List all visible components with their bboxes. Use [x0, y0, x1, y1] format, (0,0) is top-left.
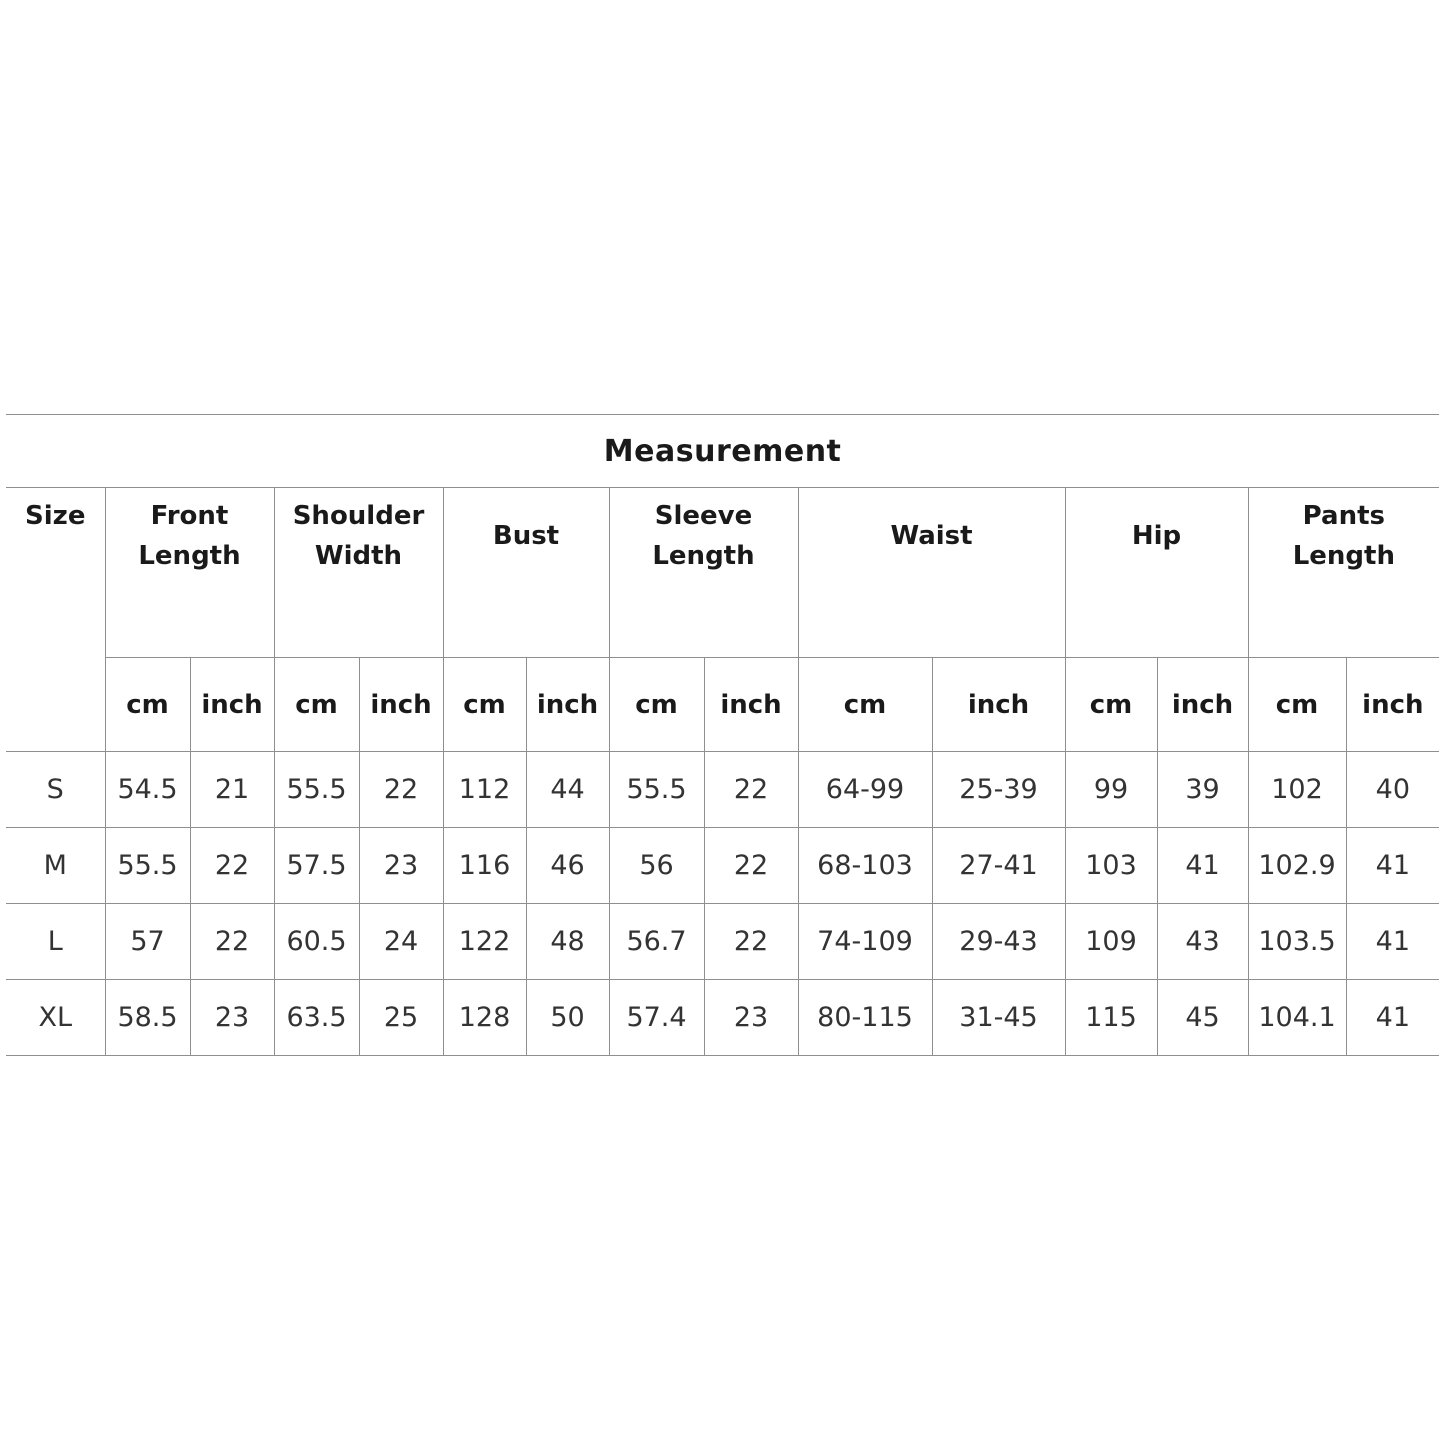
inch-value-cell: 48 — [526, 904, 609, 980]
inch-value-cell: 39 — [1157, 752, 1248, 828]
size-label: XL — [6, 980, 105, 1056]
unit-header-cm: cm — [274, 658, 359, 752]
unit-header-inch: inch — [704, 658, 798, 752]
cm-value-cell: 122 — [443, 904, 526, 980]
cm-value-cell: 68-103 — [798, 828, 932, 904]
inch-value-cell: 22 — [190, 904, 274, 980]
unit-row — [6, 658, 1439, 752]
unit-header-cm: cm — [443, 658, 526, 752]
cm-value-cell: 55.5 — [105, 828, 190, 904]
cm-value-cell: 104.1 — [1248, 980, 1346, 1056]
group-header-waist — [798, 488, 1065, 658]
cm-value-cell: 103 — [1065, 828, 1157, 904]
cm-value-cell: 56 — [609, 828, 704, 904]
inch-value-cell: 22 — [704, 904, 798, 980]
inch-value-cell: 41 — [1346, 828, 1439, 904]
inch-value-cell: 23 — [704, 980, 798, 1056]
unit-header-inch: inch — [932, 658, 1065, 752]
unit-header-cm: cm — [798, 658, 932, 752]
cm-value-cell: 55.5 — [274, 752, 359, 828]
inch-value-cell: 29-43 — [932, 904, 1065, 980]
unit-header-inch: inch — [526, 658, 609, 752]
unit-header-inch: inch — [359, 658, 443, 752]
cm-value-cell: 102 — [1248, 752, 1346, 828]
inch-value-cell: 45 — [1157, 980, 1248, 1056]
inch-value-cell: 41 — [1157, 828, 1248, 904]
unit-header-cm: cm — [1248, 658, 1346, 752]
inch-value-cell: 40 — [1346, 752, 1439, 828]
cm-value-cell: 58.5 — [105, 980, 190, 1056]
table-row — [6, 980, 1439, 1056]
cm-value-cell: 54.5 — [105, 752, 190, 828]
table-row — [6, 904, 1439, 980]
size-chart-table — [6, 414, 1439, 1056]
group-label: Shoulder Width — [292, 501, 425, 571]
group-header-shoulder-width — [274, 488, 443, 658]
title-row — [6, 415, 1439, 488]
inch-value-cell: 41 — [1346, 980, 1439, 1056]
group-label: Waist — [890, 521, 973, 551]
size-rows — [6, 752, 1439, 1056]
cm-value-cell: 102.9 — [1248, 828, 1346, 904]
cm-value-cell: 103.5 — [1248, 904, 1346, 980]
inch-value-cell: 44 — [526, 752, 609, 828]
cm-value-cell: 128 — [443, 980, 526, 1056]
size-label: S — [6, 752, 105, 828]
inch-value-cell: 41 — [1346, 904, 1439, 980]
group-header-bust — [443, 488, 609, 658]
inch-value-cell: 46 — [526, 828, 609, 904]
group-label: Sleeve Length — [652, 501, 755, 571]
unit-header-cm: cm — [1065, 658, 1157, 752]
inch-value-cell: 23 — [190, 980, 274, 1056]
inch-value-cell: 25 — [359, 980, 443, 1056]
group-header-hip — [1065, 488, 1248, 658]
cm-value-cell: 74-109 — [798, 904, 932, 980]
unit-header-cm: cm — [609, 658, 704, 752]
cm-value-cell: 57.5 — [274, 828, 359, 904]
group-header-pants-length — [1248, 488, 1439, 658]
cm-value-cell: 80-115 — [798, 980, 932, 1056]
cm-value-cell: 56.7 — [609, 904, 704, 980]
cm-value-cell: 60.5 — [274, 904, 359, 980]
group-header-front-length — [105, 488, 274, 658]
cm-value-cell: 116 — [443, 828, 526, 904]
group-label: Front Length — [138, 501, 241, 571]
cm-value-cell: 57.4 — [609, 980, 704, 1056]
cm-value-cell: 99 — [1065, 752, 1157, 828]
group-header-sleeve-length — [609, 488, 798, 658]
inch-value-cell: 23 — [359, 828, 443, 904]
inch-value-cell: 22 — [190, 828, 274, 904]
inch-value-cell: 22 — [704, 828, 798, 904]
cm-value-cell: 63.5 — [274, 980, 359, 1056]
cm-value-cell: 55.5 — [609, 752, 704, 828]
inch-value-cell: 31-45 — [932, 980, 1065, 1056]
inch-value-cell: 27-41 — [932, 828, 1065, 904]
group-label: Bust — [492, 521, 560, 551]
inch-value-cell: 43 — [1157, 904, 1248, 980]
inch-value-cell: 22 — [704, 752, 798, 828]
unit-header-inch: inch — [190, 658, 274, 752]
table-row — [6, 828, 1439, 904]
inch-value-cell: 50 — [526, 980, 609, 1056]
unit-header-inch: inch — [1346, 658, 1439, 752]
cm-value-cell: 109 — [1065, 904, 1157, 980]
cm-value-cell: 112 — [443, 752, 526, 828]
unit-header-cm: cm — [105, 658, 190, 752]
table-title: Measurement — [6, 415, 1439, 488]
cm-value-cell: 57 — [105, 904, 190, 980]
inch-value-cell: 22 — [359, 752, 443, 828]
size-label: M — [6, 828, 105, 904]
table-row — [6, 752, 1439, 828]
measurement-group-row — [6, 488, 1439, 658]
group-label: Hip — [1131, 521, 1182, 551]
inch-value-cell: 24 — [359, 904, 443, 980]
inch-value-cell: 25-39 — [932, 752, 1065, 828]
unit-header-inch: inch — [1157, 658, 1248, 752]
inch-value-cell: 21 — [190, 752, 274, 828]
cm-value-cell: 64-99 — [798, 752, 932, 828]
size-column-header: Size — [6, 488, 105, 752]
size-label: L — [6, 904, 105, 980]
group-label: Pants Length — [1292, 501, 1395, 571]
cm-value-cell: 115 — [1065, 980, 1157, 1056]
